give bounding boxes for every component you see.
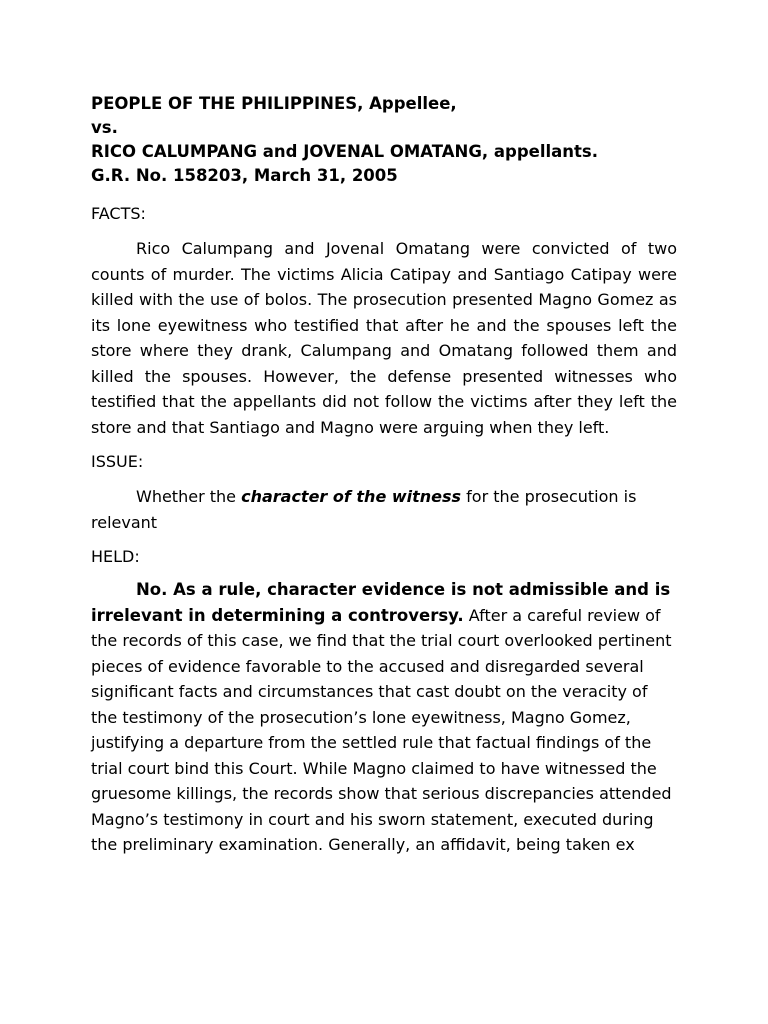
appellants-line: RICO CALUMPANG and JOVENAL OMATANG, appellants. — [91, 142, 598, 161]
issue-paragraph — [91, 484, 677, 535]
held-paragraph — [91, 577, 677, 858]
versus-line: vs. — [91, 118, 118, 137]
issue-text-after: for the prosecution is relevant — [91, 487, 637, 532]
case-caption — [91, 92, 677, 188]
facts-heading: FACTS: — [91, 204, 146, 223]
facts-paragraph: Rico Calumpang and Jovenal Omatang were convicted of two counts of murder. The victims Alicia Catipay and Santiago Catipay were killed with the use of bolos. The prosecution presented Magno Gomez as its lone eyewitness who testified that after he and the spouses left the store where they drank, Calumpang and Omatang followed them and killed the spouses. However, the defense presented witnesses who testified that the appellants did not follow the victims after they left the store and that Santiago and Magno were arguing when they left. — [91, 239, 677, 437]
document-page — [91, 92, 677, 858]
issue-text-before: Whether the — [136, 487, 242, 506]
held-ruling: No. As a rule, character evidence is not admissible and is irrelevant in determining a controversy. — [91, 580, 671, 625]
held-body: After a careful review of the records of this case, we find that the trial court overlooked pertinent pieces of evidence favorable to the accused and disregarded several significant facts and circumstances that cast doubt on the veracity of the testimony of the prosecution’s lone eyewitness, Magno Gomez, justifying a departure from the settled rule that factual findings of the trial court bind this Court. While Magno claimed to have witnessed the gruesome killings, the records show that serious discrepancies attended Magno’s testimony in court and his sworn statement, executed during the preliminary examination. Generally, an affidavit, being taken ex — [91, 605, 672, 854]
issue-emphasis: character of the witness — [241, 487, 462, 506]
appellee-line: PEOPLE OF THE PHILIPPINES, Appellee, — [91, 94, 457, 113]
held-heading: HELD: — [91, 547, 140, 566]
issue-heading: ISSUE: — [91, 452, 144, 471]
case-citation: G.R. No. 158203, March 31, 2005 — [91, 166, 398, 185]
